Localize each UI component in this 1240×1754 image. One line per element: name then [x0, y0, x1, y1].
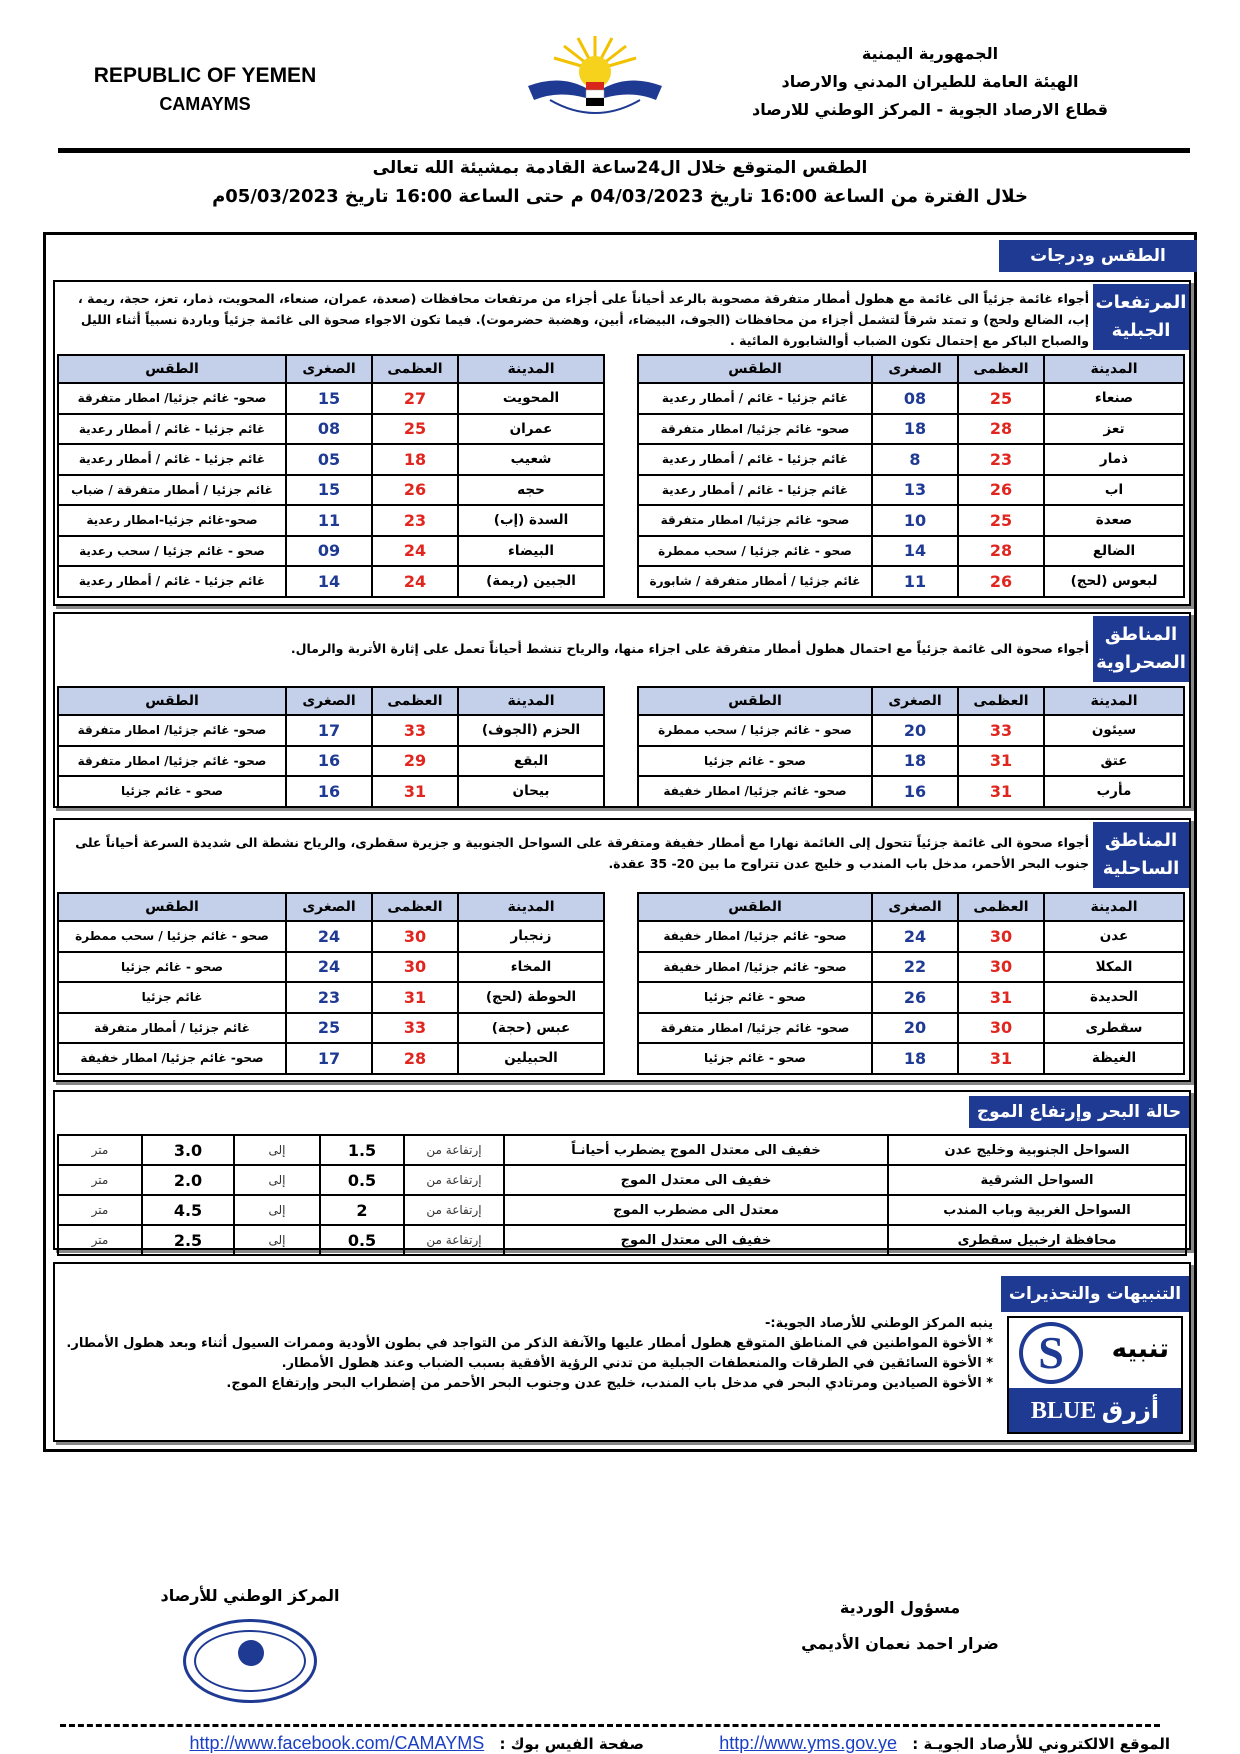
badge-word: تنبيه — [1111, 1334, 1169, 1364]
section-title-temperature: الطقس ودرجات — [999, 240, 1197, 272]
table-row: الجبين (ريمة) 24 14 غائم جزئيا - غائم / أمطار رعدية — [58, 566, 604, 597]
table-row: حجه 26 15 غائم جزئيا / أمطار متفرقة / ضباب — [58, 475, 604, 506]
table-row: محافظة ارخبيل سقطرى خفيف الى معتدل الموج إرتفاعة من 0.5 إلى 2.5 متر — [58, 1225, 1186, 1255]
sea-section — [53, 1090, 1191, 1250]
desert-label: المناطق الصحراوية — [1093, 616, 1189, 682]
table-row: صعدة 25 10 صحو- غائم جزئيا/ امطار متفرقة — [638, 505, 1184, 536]
table-row: عمران 25 08 غائم جزئيا - غائم / أمطار رعدية — [58, 414, 604, 445]
table-row: الضالع 28 14 صحو - غائم جزئيا / سحب ممطرة — [638, 536, 1184, 567]
sea-title: حالة البحر وإرتفاع الموج — [969, 1096, 1189, 1128]
table-row: ذمار 23 8 غائم جزئيا - غائم / أمطار رعدية — [638, 444, 1184, 475]
table-row: اب 26 13 غائم جزئيا - غائم / أمطار رعدية — [638, 475, 1184, 506]
facebook-link[interactable]: http://www.facebook.com/CAMAYMS — [189, 1733, 485, 1753]
site-label: الموقع الالكتروني للأرصاد الجويـة : — [912, 1735, 1170, 1753]
desert-table-right — [637, 686, 1185, 808]
col-city: المدينة — [458, 687, 604, 715]
table-row: السواحل الغربية وباب المندب معتدل الى مضطرب الموج إرتفاعة من 2 إلى 4.5 متر — [58, 1195, 1186, 1225]
table-row: بيحان 31 16 صحو - غائم جزئيا — [58, 776, 604, 807]
highlands-desc: أجواء غائمة جزئياً الى غائمة مع هطول أمطار متفرقة مصحوبة بالرعد أحياناً على أجزاء من مرتفعات محافظات (صعدة، عمران، صنعاء، المحويت، ذمار، تعز، حجة، ريمة ، إب، الضالع ولحج) و تمتد شرقاً لتشمل أجزاء من محافظات (الجوف، البيضاء، أبين، وهضبة حضرموت). فيما تكون الاجواء صحوة الى غائمة جزئياً وباردة نسبياً أثناء الليل والصباح الباكر مع إحتمال تكون الضباب أوالشابورة المائية . — [78, 291, 1089, 348]
highlands-table-right — [637, 354, 1185, 598]
col-weather: الطقس — [638, 355, 872, 383]
list-item: * الأخوة الصيادين ومرتادي البحر في مدخل باب المندب، خليج عدن وجنوب البحر الأحمر من إضطراب البحر وإرتفاع الموج. — [226, 1376, 993, 1391]
table-row: تعز 28 18 صحو- غائم جزئيا/ امطار متفرقة — [638, 414, 1184, 445]
footer-center-signature — [140, 1586, 360, 1703]
warnings-intro: ينبه المركز الوطني للأرصاد الجوية:- — [764, 1316, 993, 1331]
shift-officer-title: مسؤول الوردية — [839, 1598, 961, 1617]
table-row: صنعاء 25 08 غائم جزئيا - غائم / أمطار رعدية — [638, 383, 1184, 414]
table-row: الغيظة 31 18 صحو - غائم جزئيا — [638, 1043, 1184, 1074]
col-weather: الطقس — [638, 687, 872, 715]
col-city: المدينة — [1044, 355, 1184, 383]
table-row: عتق 31 18 صحو - غائم جزئيا — [638, 746, 1184, 777]
website-link[interactable]: http://www.yms.gov.ye — [719, 1733, 897, 1753]
table-row: مأرب 31 16 صحو- غائم جزئيا/ امطار خفيفة — [638, 776, 1184, 807]
coastal-desc: أجواء صحوة الى غائمة جزئياً تتحول إلى الغائمة نهارا مع أمطار خفيفة ومتفرقة على السواحل الجنوبية و جزيرة سقطرى، والرياح نشطة الى شديدة السرعة أحياناً على جنوب البحر الأحمر، مدخل باب المندب و خليج عدن تتراوح ما بين 20- 35 عقدة. — [75, 835, 1089, 871]
table-row: السواحل الجنوبية وخليج عدن خفيف الى معتدل الموج يضطرب أحيانـاً إرتفاعة من 1.5 إلى 3.0 متر — [58, 1135, 1186, 1165]
list-item: * الأخوة السائقين في الطرقات والمنعطفات الجبلية من تدني الرؤية الأفقية بسبب الضباب وعند هطول الأمطار. — [281, 1356, 993, 1371]
col-max: العظمى — [958, 355, 1044, 383]
col-weather: الطقس — [58, 893, 286, 921]
col-max: العظمى — [372, 355, 458, 383]
table-row: المكلا 30 22 صحو- غائم جزئيا/ امطار خفيفة — [638, 952, 1184, 983]
table-row: عبس (حجة) 33 25 غائم جزئيا / أمطار متفرقة — [58, 1013, 604, 1044]
col-max: العظمى — [958, 893, 1044, 921]
table-row: سقطرى 30 20 صحو- غائم جزئيا/ امطار متفرقة — [638, 1013, 1184, 1044]
col-city: المدينة — [458, 893, 604, 921]
coastal-table-left — [57, 892, 605, 1075]
badge-letter: S — [1019, 1322, 1083, 1384]
col-weather: الطقس — [58, 687, 286, 715]
desert-desc: أجواء صحوة الى غائمة جزئياً مع احتمال هطول أمطار متفرقة على اجزاء منها، والرياح تنشط أحياناً تعمل على إثارة الأتربة والرمال. — [290, 641, 1089, 656]
header-divider — [58, 148, 1190, 153]
table-row: عدن 30 24 صحو- غائم جزئيا/ امطار خفيفة — [638, 921, 1184, 952]
coastal-section — [53, 818, 1191, 1082]
country-name-ar: الجمهورية اليمنية — [861, 44, 999, 63]
agency-logo — [520, 30, 670, 135]
footer-shift-officer — [800, 1590, 1000, 1662]
col-max: العظمى — [372, 893, 458, 921]
coastal-table-right — [637, 892, 1185, 1075]
shift-officer-name: ضرار احمد نعمان الأديمي — [801, 1634, 999, 1653]
table-row: سيئون 33 20 صحو - غائم جزئيا / سحب ممطرة — [638, 715, 1184, 746]
col-max: العظمى — [372, 687, 458, 715]
col-min: الصغرى — [286, 355, 372, 383]
logo-emblem-icon — [520, 30, 670, 135]
table-row: الحبيلين 28 17 صحو- غائم جزئيا/ امطار خفيفة — [58, 1043, 604, 1074]
header-english — [60, 64, 350, 115]
col-weather: الطقس — [58, 355, 286, 383]
col-min: الصغرى — [286, 687, 372, 715]
table-row: زنجبار 30 24 صحو - غائم جزئيا / سحب ممطرة — [58, 921, 604, 952]
table-row: البيضاء 24 09 صحو - غائم جزئيا / سحب رعدية — [58, 536, 604, 567]
col-weather: الطقس — [638, 893, 872, 921]
table-row: السواحل الشرقية خفيف الى معتدل الموج إرتفاعة من 0.5 إلى 2.0 متر — [58, 1165, 1186, 1195]
desert-section — [53, 612, 1191, 808]
table-row: لبعوس (لحج) 26 11 غائم جزئيا / أمطار متفرقة / شابورة — [638, 566, 1184, 597]
table-row: السدة (إب) 23 11 صحو-غائم جزئيا-امطار رعدية — [58, 505, 604, 536]
highlands-table-left — [57, 354, 605, 598]
footer-divider — [60, 1724, 1160, 1727]
badge-level: BLUE أزرق — [1009, 1388, 1181, 1432]
forecast-title: الطقس المتوقع خلال ال24ساعة القادمة بمشيئة الله تعالى — [372, 158, 868, 178]
header-arabic — [720, 40, 1140, 124]
coastal-label: المناطق الساحلية — [1093, 822, 1189, 888]
col-city: المدينة — [1044, 893, 1184, 921]
agency-name-en: CAMAYMS — [159, 94, 251, 114]
badge-top — [1009, 1318, 1181, 1388]
alert-level-badge — [1007, 1316, 1183, 1434]
sector-name-ar: قطاع الارصاد الجوية - المركز الوطني للارصاد — [752, 100, 1108, 119]
table-row: المحويت 27 15 صحو- غائم جزئيا/ امطار متفرقة — [58, 383, 604, 414]
table-row: شعيب 18 05 غائم جزئيا - غائم / أمطار رعدية — [58, 444, 604, 475]
stamp-icon — [183, 1619, 317, 1703]
col-min: الصغرى — [286, 893, 372, 921]
warnings-list — [63, 1314, 993, 1394]
col-city: المدينة — [458, 355, 604, 383]
table-row: البقع 29 16 صحو- غائم جزئيا/ امطار متفرقة — [58, 746, 604, 777]
fb-label: صفحة الفيس بوك : — [499, 1735, 645, 1753]
col-min: الصغرى — [872, 687, 958, 715]
center-name: المركز الوطني للأرصاد — [160, 1586, 340, 1605]
highlands-section — [53, 280, 1191, 606]
list-item: * الأخوة المواطنين في المناطق المتوقع هطول أمطار عليها والآنفة الذكر من التواجد في بطون الأودية وممرات السيول أثناء وبعد هطول الأمطار. — [66, 1336, 993, 1351]
agency-name-ar: الهيئة العامة للطيران المدني والارصاد — [781, 72, 1079, 91]
col-max: العظمى — [958, 687, 1044, 715]
forecast-period: خلال الفترة من الساعة 16:00 تاريخ 04/03/2023 م حتى الساعة 16:00 تاريخ 05/03/2023م — [212, 186, 1028, 207]
col-min: الصغرى — [872, 893, 958, 921]
footer-links — [60, 1733, 1170, 1754]
warnings-title: التنبيهات والتحذيرات — [1001, 1276, 1189, 1312]
table-row: الحوطة (لحج) 31 23 غائم جزئيا — [58, 982, 604, 1013]
col-city: المدينة — [1044, 687, 1184, 715]
country-name-en: REPUBLIC OF YEMEN — [93, 64, 317, 87]
table-row: المخاء 30 24 صحو - غائم جزئيا — [58, 952, 604, 983]
highlands-label: المرتفعات الجبلية — [1093, 284, 1189, 350]
desert-table-left — [57, 686, 605, 808]
table-row: الحديدة 31 26 صحو - غائم جزئيا — [638, 982, 1184, 1013]
table-row: الحزم (الجوف) 33 17 صحو- غائم جزئيا/ امطار متفرقة — [58, 715, 604, 746]
warnings-section — [53, 1262, 1191, 1442]
col-min: الصغرى — [872, 355, 958, 383]
sea-table — [57, 1134, 1187, 1256]
